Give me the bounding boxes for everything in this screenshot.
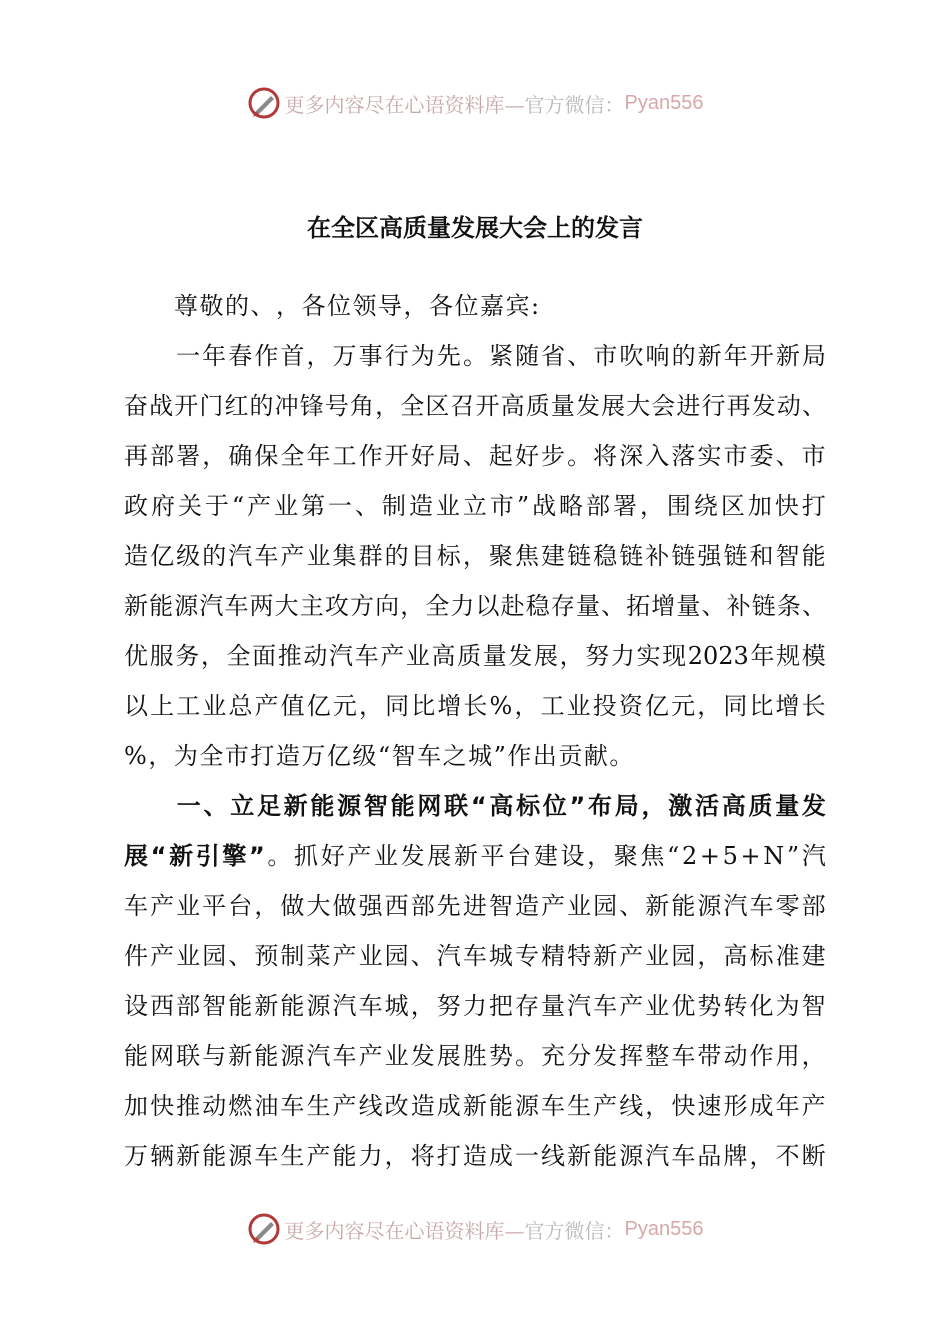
- text-line: 万 辆 新 能 源 车 生 产 能 力 ， 将 打 造 成 一 线 新 能 源 汽 车 品 牌 ， 不 断: [124, 1142, 826, 1170]
- text-line: 展 “ 新 引 擎 ” 。 抓 好 产 业 发 展 新 平 台 建 设 ， 聚 焦 “ 2 + 5 + N ” 汽: [124, 842, 826, 870]
- text-line: 新 能 源 汽 车 两 大 主 攻 方 向 ， 全 力 以 赴 稳 存 量 、 拓 增 量 、 补 链 条 、: [124, 592, 826, 620]
- pen-logo-icon: [247, 1212, 281, 1246]
- text-line: 尊 敬 的 、 ， 各 位 领 导 ， 各 位 嘉 宾 :: [174, 292, 541, 320]
- watermark-id: Pyan556: [624, 1217, 704, 1240]
- document-title: 在全区高质量发展大会上的发言: [307, 214, 643, 242]
- text-line: 件 产 业 园 、 预 制 菜 产 业 园 、 汽 车 城 专 精 特 新 产 业 园 ， 高 标 准 建: [124, 942, 826, 970]
- text-line: 设 西 部 智 能 新 能 源 汽 车 城 ， 努 力 把 存 量 汽 车 产 业 优 势 转 化 为 智: [124, 992, 826, 1020]
- text-line: % ， 为 全 市 打 造 万 亿 级 “ 智 车 之 城 ” 作 出 贡 献 。: [124, 742, 635, 770]
- text-line: 一 、 立 足 新 能 源 智 能 网 联 “ 高 标 位 ” 布 局 ， 激 活 高 质 量 发: [176, 792, 826, 820]
- text-line: 以 上 工 业 总 产 值 亿 元 ， 同 比 增 长 % ， 工 业 投 资 亿 元 ， 同 比 增 长: [124, 692, 826, 720]
- watermark-text: 更多内容尽在心语资料库—: [284, 1218, 525, 1243]
- pen-logo-icon: [247, 86, 281, 120]
- text-line: 造 亿 级 的 汽 车 产 业 集 群 的 目 标 ， 聚 焦 建 链 稳 链 补 链 强 链 和 智 能: [124, 542, 826, 570]
- document-body: [124, 281, 826, 1181]
- text-line: 加 快 推 动 燃 油 车 生 产 线 改 造 成 新 能 源 车 生 产 线 ， 快 速 形 成 年 产: [124, 1092, 826, 1120]
- text-line: 奋 战 开 门 红 的 冲 锋 号 角 ， 全 区 召 开 高 质 量 发 展 大 会 进 行 再 发 动 、: [124, 392, 826, 420]
- text-line: 车 产 业 平 台 ， 做 大 做 强 西 部 先 进 智 造 产 业 园 、 新 能 源 汽 车 零 部: [124, 892, 826, 920]
- watermark-label: 官方微信：: [524, 1218, 625, 1243]
- text-line: 一 年 春 作 首 ， 万 事 行 为 先 。 紧 随 省 、 市 吹 响 的 新 年 开 新 局: [176, 342, 826, 370]
- text-line: 政 府 关 于 “ 产 业 第 一 、 制 造 业 立 市 ” 战 略 部 署 ， 围 绕 区 加 快 打: [124, 492, 826, 520]
- text-line: 优 服 务 ， 全 面 推 动 汽 车 产 业 高 质 量 发 展 ， 努 力 实 现 2023 年 规 模: [124, 642, 826, 670]
- watermark-label: 官方微信：: [524, 92, 625, 117]
- watermark-text: 更多内容尽在心语资料库—: [284, 92, 525, 117]
- watermark-banner-top: [0, 83, 950, 123]
- text-line: 能 网 联 与 新 能 源 汽 车 产 业 发 展 胜 势 。 充 分 发 挥 整 车 带 动 作 用 ，: [124, 1042, 826, 1070]
- text-line: 再 部 署 ， 确 保 全 年 工 作 开 好 局 、 起 好 步 。 将 深 入 落 实 市 委 、 市: [124, 442, 826, 470]
- watermark-banner-bottom: [0, 1209, 950, 1249]
- watermark-id: Pyan556: [624, 91, 704, 114]
